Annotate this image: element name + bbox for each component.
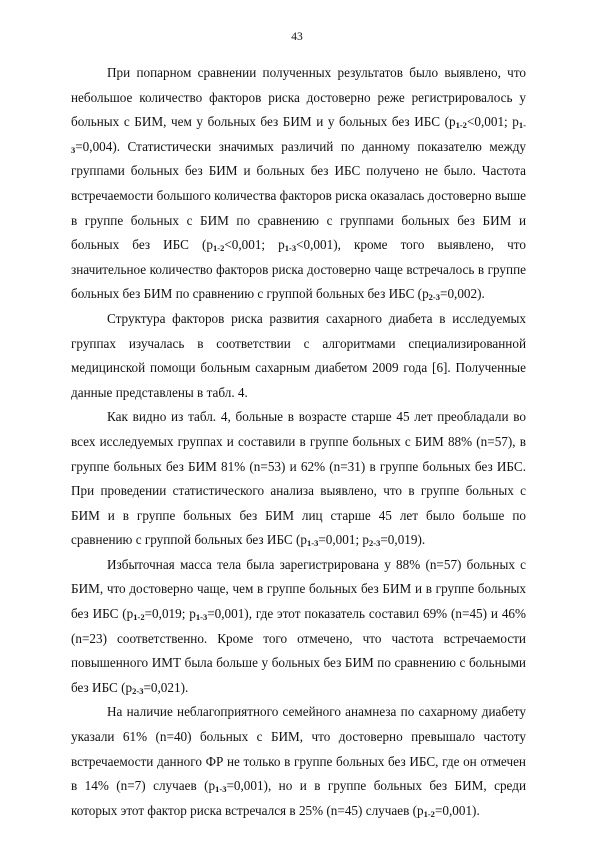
paragraph (71, 307, 526, 405)
subscript-index: 1-2 (423, 808, 435, 819)
subscript-index: 1-3 (284, 243, 297, 254)
paragraph (71, 405, 526, 553)
text-run: Избыточная масса тела была зарегистрирована у 88% (n=57) больных с БИМ, что достоверно чаще, чем в группе больных без БИМ и в группе больных без ИБС (р (71, 556, 526, 622)
text-run: =0,001), но и в группе больных без БИМ, среди которых этот фактор риска встречался в 25% (n=45) случаев (р (71, 778, 527, 818)
text-run: Как видно из табл. 4, больные в возрасте старше 45 лет преобладали во всех исследуемых группах и составили в группе больных с БИМ 88% (n=57), в группе больных без БИМ 81% (n=53) и 62% (n=31) в группе больных без ИБС. При проведении статистического анализа выявлено, что в группе больных с БИМ и в группе больных без БИМ лиц старше 45 лет было больше по сравнению с группой больных без ИБС (р (71, 409, 526, 548)
text-run: =0,001). (434, 802, 480, 818)
text-run: Структура факторов риска развития сахарного диабета в исследуемых группах изучалась в соответствии с алгоритмами специализированной медицинской помощи больным сахарным диабетом 2009 года [6]. Полученные данные представлены в табл. 4. (71, 310, 526, 400)
text-run: =0,019; р (144, 606, 196, 622)
subscript-index: 1-2 (133, 612, 145, 623)
text-run: <0,001; р (224, 237, 285, 253)
text-run: =0,001; р (318, 532, 370, 548)
paragraph (71, 553, 526, 701)
text-run: =0,004). Статистически значимых различий по данному показателю между группами больных без БИМ и больных без ИБС получено не было. Частота встречаемости большого количества факторов риска оказалась достоверно выше в группе больных с БИМ по сравнению с группами больных без БИМ и больных без ИБС (р (71, 138, 526, 253)
paragraph (71, 700, 526, 823)
page-number: 43 (291, 31, 303, 43)
text-run: =0,002). (440, 286, 485, 302)
body-text (71, 61, 526, 823)
text-run: На наличие неблагоприятного семейного анамнеза по сахарному диабету указали 61% (n=40) больных с БИМ, что достоверно превышало частоту встречаемости данного ФР не только в группе больных без ИБС, где он отмечен в 14% (n=7) случаев (р (71, 704, 526, 794)
subscript-index: 1-3 (71, 120, 526, 155)
subscript-index: 1-3 (195, 612, 208, 623)
subscript-index: 1-3 (307, 538, 319, 549)
text-run: =0,001), где этот показатель составил 69% (n=45) и 46% (n=23) соответственно. Кроме того отмечено, что частота встречаемости повышенного ИМТ была больше у больных без БИМ по сравнению с больными без ИБС (р (71, 606, 526, 695)
text-run: <0,001; р (466, 114, 519, 130)
subscript-index: 2-3 (132, 685, 144, 696)
text-run: =0,019). (380, 532, 426, 548)
text-run: При попарном сравнении полученных результатов было выявлено, что небольшое количество факторов риска достоверно реже регистрировалось у больных с БИМ, чем у больных без БИМ и у больных без ИБС (р (71, 65, 526, 130)
subscript-index: 1-2 (455, 120, 467, 131)
text-run: <0,001), кроме того выявлено, что значительное количество факторов риска достоверно чаще встречалось в группе больных без БИМ по сравнению с группой больных без ИБС (р (71, 237, 526, 302)
subscript-index: 1-2 (212, 243, 225, 254)
subscript-index: 2-3 (369, 538, 381, 549)
subscript-index: 1-3 (215, 784, 227, 795)
paragraph (71, 61, 526, 307)
text-run: =0,021). (143, 679, 189, 695)
subscript-index: 2-3 (428, 292, 441, 303)
